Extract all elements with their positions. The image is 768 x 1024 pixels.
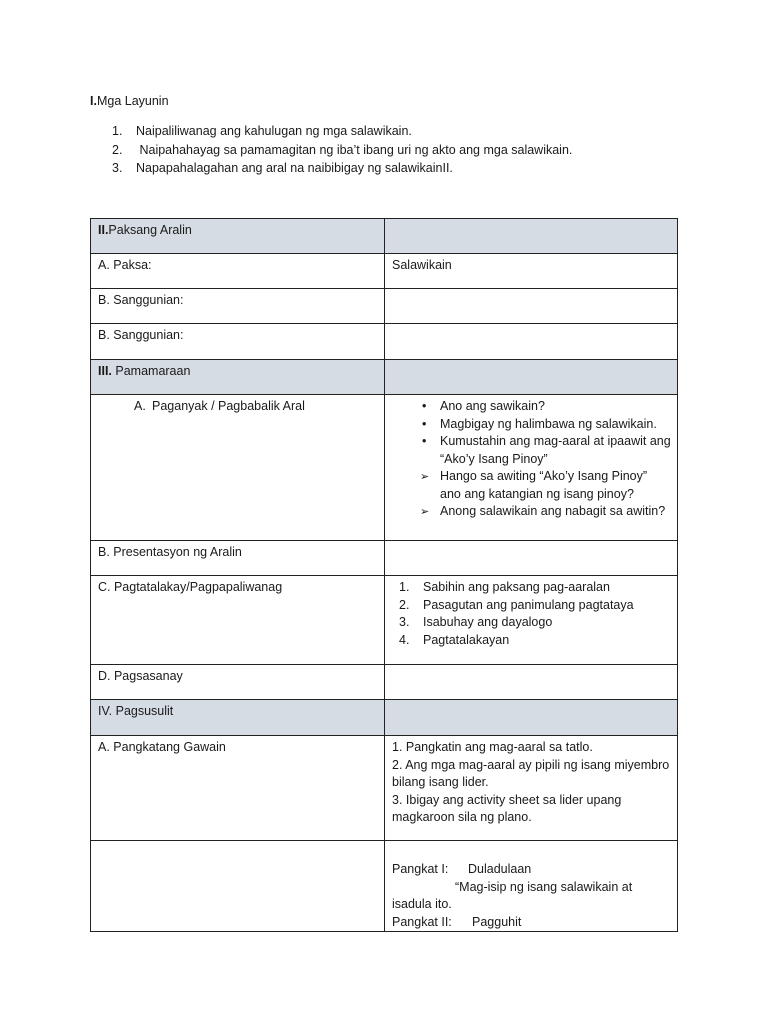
pangkat-1-quote: “Mag-isip ng isang salawikain at <box>455 879 633 894</box>
objective-item: 2. Naipahahayag sa pamamagitan ng iba’t ibang uri ng akto ang mga salawikain. <box>112 142 573 157</box>
pangkat-2: Pangkat II: Pagguhit <box>392 914 522 929</box>
sanggunian-label: B. Sanggunian: <box>91 289 385 324</box>
table-row <box>91 576 678 665</box>
instruction-line: 3. Ibigay ang activity sheet sa lider upang magkaroon sila ng plano. <box>392 792 622 824</box>
paganyak-label: A. Paganyak / Pagbabalik Aral <box>91 395 385 541</box>
empty-cell <box>385 360 678 395</box>
layunin-prefix: I. <box>90 94 97 108</box>
table-row <box>91 736 678 841</box>
paganyak-arrows <box>392 468 671 521</box>
list-item: ➢ Anong salawikain ang nabagit sa awitin? <box>392 503 671 521</box>
presentasyon-label: B. Presentasyon ng Aralin <box>91 541 385 576</box>
empty-cell <box>385 324 678 360</box>
list-item: • Magbigay ng halimbawa ng salawikain. <box>392 416 671 434</box>
paksang-aralin-heading: II.Paksang Aralin <box>91 219 385 254</box>
table-row <box>91 665 678 700</box>
paganyak-content <box>385 395 678 541</box>
instruction-line: 1. Pangkatin ang mag-aaral sa tatlo. <box>392 740 593 754</box>
list-item: 1. Sabihin ang paksang pag-aaralan <box>399 580 610 594</box>
pangkatang-gawain-content <box>385 736 678 841</box>
pagtatalakay-list <box>392 579 671 649</box>
pangkatang-gawain-label: A. Pangkatang Gawain <box>91 736 385 841</box>
layunin-heading <box>90 94 169 108</box>
sanggunian-label: B. Sanggunian: <box>91 324 385 360</box>
layunin-title: Mga Layunin <box>96 94 169 108</box>
objectives-list <box>112 122 572 178</box>
list-item: • Ano ang sawikain? <box>392 398 671 416</box>
pamamaraan-heading: III. Pamamaraan <box>91 360 385 395</box>
empty-cell <box>91 841 385 932</box>
paksa-value: Salawikain <box>385 254 678 289</box>
table-row <box>91 395 678 541</box>
list-item: 3. Isabuhay ang dayalogo <box>399 615 553 629</box>
table-row <box>91 700 678 736</box>
list-item: 2. Pasagutan ang panimulang pagtataya <box>399 597 634 612</box>
table-row <box>91 360 678 395</box>
empty-cell <box>385 541 678 576</box>
table-row <box>91 541 678 576</box>
pangkat-content <box>385 841 678 932</box>
table-row <box>91 324 678 360</box>
table-row <box>91 841 678 932</box>
paganyak-bullets <box>392 398 671 468</box>
table-row <box>91 254 678 289</box>
list-item: • Kumustahin ang mag-aaral at ipaawit ang “Ako’y Isang Pinoy” <box>392 433 671 468</box>
empty-cell <box>385 665 678 700</box>
pagsusulit-heading: IV. Pagsusulit <box>91 700 385 736</box>
pagtatalakay-label: C. Pagtatalakay/Pagpapaliwanag <box>91 576 385 665</box>
pagsasanay-label: D. Pagsasanay <box>91 665 385 700</box>
empty-cell <box>385 219 678 254</box>
pangkat-1: Pangkat I: Duladulaan <box>392 862 532 876</box>
table-row <box>91 289 678 324</box>
list-item: 4. Pagtatalakayan <box>399 632 510 647</box>
pangkat-1-cont: isadula ito. <box>392 897 452 911</box>
pagtatalakay-content <box>385 576 678 665</box>
instruction-line: 2. Ang mga mag-aaral ay pipili ng isang miyembro bilang isang lider. <box>392 757 670 789</box>
empty-cell <box>385 700 678 736</box>
paksa-label: A. Paksa: <box>91 254 385 289</box>
list-item: ➢ Hango sa awiting “Ako’y Isang Pinoy” ano ang katangian ng isang pinoy? <box>392 468 671 503</box>
table-row <box>91 219 678 254</box>
objective-item: 3. Napapahalagahan ang aral na naibibigay ng salawikainII. <box>112 161 453 175</box>
objective-item: 1. Naipaliliwanag ang kahulugan ng mga salawikain. <box>112 124 412 138</box>
empty-cell <box>385 289 678 324</box>
lesson-plan-table <box>90 218 678 932</box>
